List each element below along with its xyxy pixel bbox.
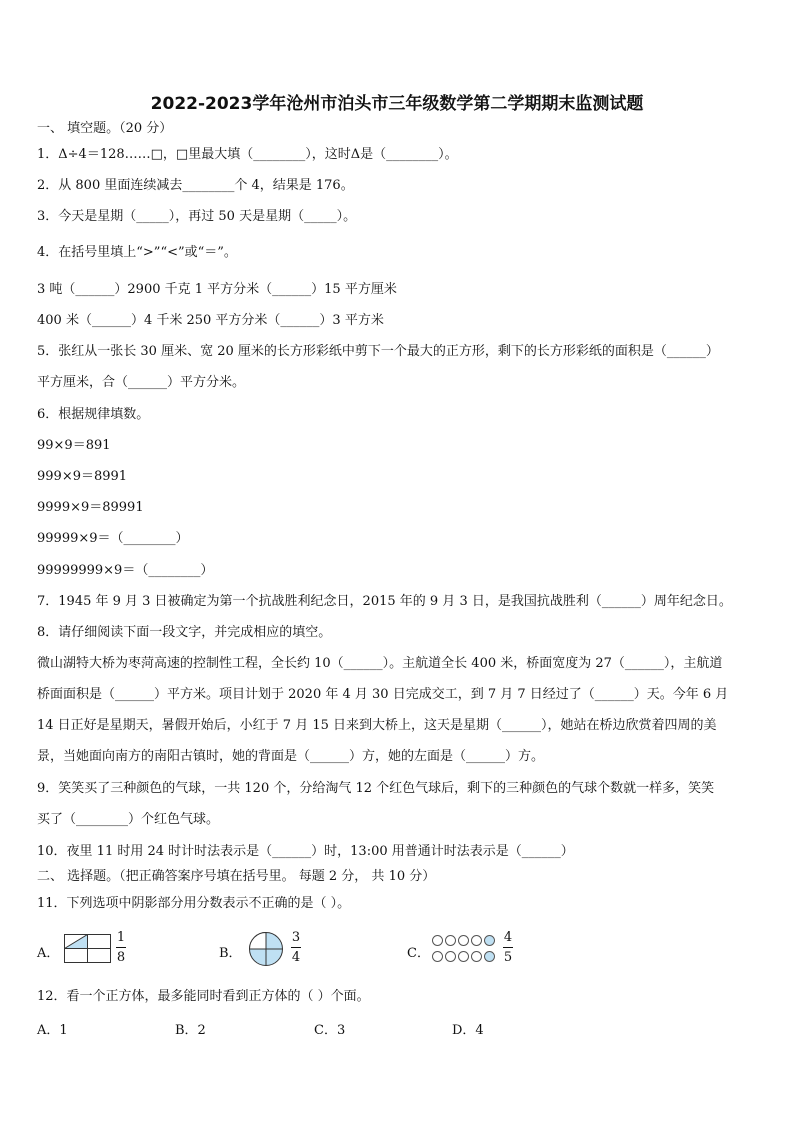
question-6-row-e: 99999999×9＝（________） [37,563,214,578]
option-b-label: B． [219,946,242,961]
fraction-b-numerator: 3 [291,930,301,945]
option-a-label: A． [37,946,60,961]
circle [445,935,456,946]
question-2: 2．从 800 里面连续减去________个 4，结果是 176。 [37,178,354,193]
question-12-option-d: D．4 [452,1023,484,1038]
question-4: 4．在括号里填上“>”“<”或“＝”。 [37,245,237,260]
question-12: 12．看一个正方体，最多能同时看到正方体的（ ）个面。 [37,989,370,1004]
circle-shaded [484,935,495,946]
question-8-line-4: 景，当她面向南方的南阳古镇时，她的背面是（______）方，她的左面是（______）方。 [37,749,545,764]
question-8-line-3: 14 日正好是星期天，暑假开始后，小红于 7 月 15 日来到大桥上，这天是星期（______），她站在桥边欣赏着四周的美 [37,718,717,733]
question-6-row-d: 99999×9＝（________） [37,531,189,546]
page-title: 2022-2023学年沧州市泊头市三年级数学第二学期期末监测试题 [150,94,644,114]
fraction-a-denominator: 8 [116,950,126,965]
circles-diagram [432,935,495,962]
fraction-c-numerator: 4 [503,930,513,945]
circle-shaded [484,951,495,962]
circle [471,951,482,962]
question-6-row-a: 99×9＝891 [37,438,111,453]
fraction-b [291,930,301,965]
circle [432,951,443,962]
circle [471,935,482,946]
question-12-option-b: B．2 [175,1023,206,1038]
question-6-row-c: 9999×9＝89991 [37,500,144,515]
question-4-row-b: 400 米（______）4 千米 250 平方分米（______）3 平方米 [37,313,384,328]
option-c-label: C． [407,946,430,961]
question-8-line-1: 微山湖特大桥为枣菏高速的控制性工程，全长约 10（______）。主航道全长 400 米，桥面宽度为 27（______），主航道 [37,656,723,671]
question-3: 3．今天是星期（_____），再过 50 天是星期（_____）。 [37,209,357,224]
circle [445,951,456,962]
question-6: 6．根据规律填数。 [37,407,150,422]
fraction-a-numerator: 1 [116,930,126,945]
question-7: 7．1945 年 9 月 3 日被确定为第一个抗战胜利纪念日，2015 年的 9 月 3 日，是我国抗战胜利（______）周年纪念日。 [37,594,732,609]
question-5-line-1: 5．张红从一张长 30 厘米、宽 20 厘米的长方形彩纸中剪下一个最大的正方形，剩下的长方形彩纸的面积是（______） [37,344,719,359]
circle-diagram [248,931,284,967]
question-8: 8．请仔细阅读下面一段文字，并完成相应的填空。 [37,625,332,640]
question-12-option-c: C．3 [314,1023,346,1038]
question-9-line-1: 9．笑笑买了三种颜色的气球，一共 120 个，分给淘气 12 个红色气球后，剩下的三种颜色的气球个数就一样多，笑笑 [37,781,715,796]
fraction-c-denominator: 5 [503,950,513,965]
question-11: 11．下列选项中阴影部分用分数表示不正确的是（ ）。 [37,896,351,911]
circle [458,951,469,962]
question-12-option-a: A．1 [37,1023,68,1038]
question-4-row-a: 3 吨（______）2900 千克 1 平方分米（______）15 平方厘米 [37,282,397,297]
question-8-line-2: 桥面面积是（______）平方米。项目计划于 2020 年 4 月 30 日完成交工，到 7 月 7 日经过了（______）天。今年 6 月 [37,687,729,702]
question-6-row-b: 999×9＝8991 [37,469,128,484]
section-2-heading: 二、 选择题。（把正确答案序号填在括号里。 每题 2 分， 共 10 分） [37,869,436,884]
fraction-b-denominator: 4 [291,950,301,965]
section-1-heading: 一、 填空题。（20 分） [37,121,173,136]
circle [432,935,443,946]
question-10: 10．夜里 11 时用 24 时计时法表示是（______）时，13:00 用普通计时法表示是（______） [37,844,574,859]
circle [458,935,469,946]
fraction-c [503,930,513,965]
question-5-line-2: 平方厘米，合（______）平方分米。 [37,375,246,390]
question-1: 1．Δ÷4＝128……□，□里最大填（________），这时Δ是（________）。 [37,147,458,162]
fraction-a [116,930,126,965]
question-9-line-2: 买了（________）个红色气球。 [37,812,220,827]
rectangle-diagram [64,934,112,964]
